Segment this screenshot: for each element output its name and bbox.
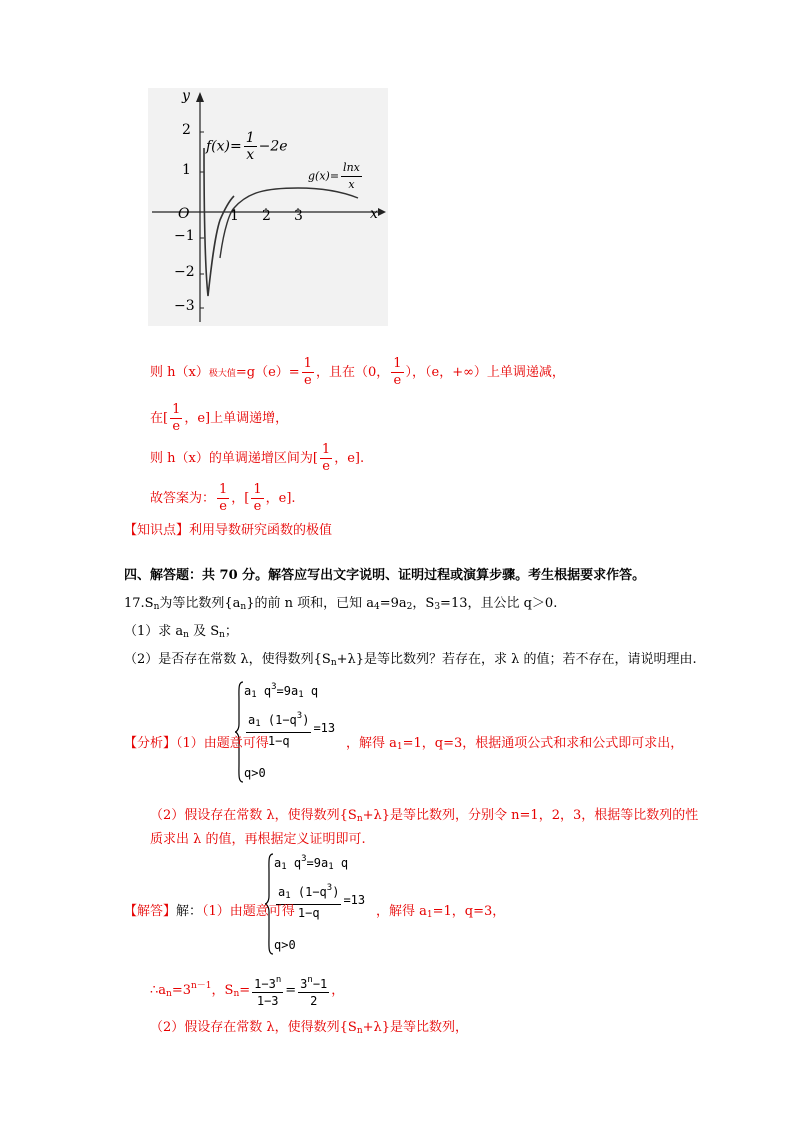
solution-system: $a_1$ $q^3=9a_1$ q $\frac{a_1 (1-q^3)}{1-q}$ =13 q>0 <box>264 852 360 956</box>
solution-p2: （2）假设存在常数 λ，使得数列$\{S_n+\lambda\}$是等比数列， <box>150 1020 469 1036</box>
origin-label: O <box>178 206 190 222</box>
x-tick-2: 2 <box>262 208 271 224</box>
analysis-system: $a_1$ $q^3=9a_1$ q $\frac{a_1 (1-q^3)}{1-q}$ =13 q>0 <box>234 680 330 784</box>
q17-part2: （2）是否存在常数 λ，使得数列$\{S_n+\lambda\}$是等比数列？若存在，求 λ 的值；若不存在，请说明理由. <box>124 652 697 668</box>
analysis-line1-after: ，解得 $a_1=1$，q=3，根据通项公式和求和公式即可求出， <box>346 736 684 752</box>
y-axis-arrow <box>196 92 204 102</box>
x-axis-arrow <box>378 208 386 216</box>
sol16-line3: 则 h（x）的单调递增区间为[ $\frac{1}{e}$ ，e]. <box>150 442 365 474</box>
f-label: f(x)= $\frac{1}{x}$ −2e <box>206 130 288 163</box>
x-axis-label: x <box>370 206 378 222</box>
x-tick-3: 3 <box>294 208 303 224</box>
y-tick-neg3: −3 <box>174 298 195 314</box>
sol16-line4: 故答案为： $\frac{1}{e}$ ，[ $\frac{1}{e}$ ，e]. <box>150 482 296 514</box>
y-tick-neg2: −2 <box>174 264 195 280</box>
solution-line1: 【解答】解：（1）由题意可得 <box>124 904 295 919</box>
sol16-line2: 在[ $\frac{1}{e}$ ，e]上单调递增， <box>150 402 289 434</box>
g-curve <box>220 188 358 258</box>
g-label: g(x)= $\frac{\ln x}{x}$ <box>308 161 360 191</box>
sol16-line1: 则 h（x）极大值=g（e）= $\frac{1}{e}$ ，且在（0， $\frac{1}{e}$ ），（e，+∞）上单调递减， <box>150 356 565 388</box>
analysis-p2-line2: 质求出 λ 的值，再根据定义证明即可. <box>150 832 366 847</box>
solution-line1-after: ，解得 $a_1=1$，q=3， <box>376 904 506 920</box>
analysis-line1: 【分析】（1）由题意可得 <box>124 736 269 751</box>
q17-part1: （1）求 $a_n$ 及 $S_n$； <box>124 624 238 640</box>
y-tick-neg1: −1 <box>174 228 195 244</box>
y-tick-1: 1 <box>182 162 191 178</box>
knowledge-point: 【知识点】利用导数研究函数的极值 <box>124 523 333 538</box>
solution-an-sn: $\therefore a_n=3^{n-1}$，$S_n=$ $\frac{1-3^n}{1-3}$ = $\frac{3^n-1}{2}$ ， <box>150 972 344 1009</box>
section4-heading: 四、解答题：共 70 分。解答应写出文字说明、证明过程或演算步骤。考生根据要求作答。 <box>124 568 646 583</box>
q17-stem: $17.S_n$为等比数列$\{a_n\}$的前 n 项和，已知 $a_4=9a_2$，$S_3=13$，且公比 q＞0. <box>124 596 558 612</box>
function-graph <box>148 88 388 326</box>
x-tick-1: 1 <box>230 208 239 224</box>
analysis-p2-line1: （2）假设存在常数 λ，使得数列$\{S_n+\lambda\}$是等比数列，分别令 n=1，2，3，根据等比数列的性 <box>150 808 699 824</box>
y-axis-label: y <box>182 88 190 104</box>
y-tick-2: 2 <box>182 122 191 138</box>
